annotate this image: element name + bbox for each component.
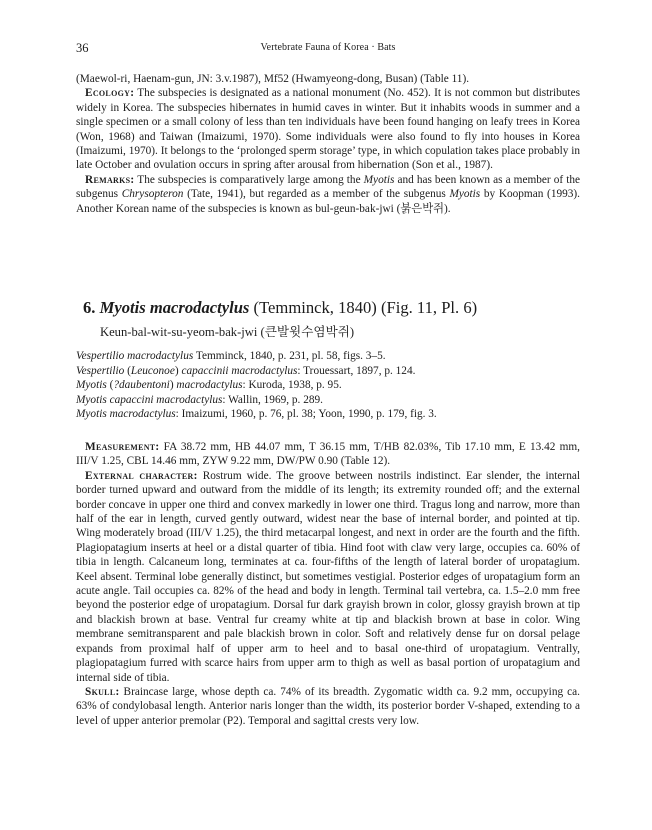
measurement-paragraph: [76, 440, 580, 469]
synonym-entry: Vespertilio macrodactylus Temminck, 1840, p. 231, pl. 58, figs. 3–5.: [76, 350, 386, 362]
description-section: [76, 440, 580, 728]
page-number: 36: [76, 41, 89, 55]
synonymy-list: [76, 349, 580, 422]
page-header: [76, 41, 580, 57]
remarks-paragraph: Remarks: The subspecies is comparatively large among the Myotis and has been known as a member of the subgenus Chrysopteron (Tate, 1941), but regarded as a member of the subgenus Myotis by Koopman (1993). Another Korean name of the subspecies is known as bul-geun-bak-jwi (붉은박쥐).: [76, 173, 580, 215]
ecology-label: Ecology:: [85, 87, 135, 100]
ecology-paragraph: [76, 86, 580, 172]
synonym-entry: Myotis (?daubentoni) macrodactylus: Kuroda, 1938, p. 95.: [76, 379, 342, 391]
ecology-text: The subspecies is designated as a national monument (No. 452). It is not common but distributes widely in Korea. The subspecies hibernates in humid caves in winter. But it inhabits woods in summer and a single specimen or a small colony of less than ten individuals have been found hanging on leafy trees in Korea (Won, 1968) and Taiwan (Imaizumi, 1970). Some individuals were also found to fly into houses in Korea (Imaizumi, 1970). It belongs to the ‘prolonged sperm storage’ type, in which copulation takes place probably in late October and ovulation occurs in spring after arousal from hibernation (Son et al., 1987).: [76, 87, 580, 172]
skull-paragraph: [76, 685, 580, 728]
top-section: [76, 72, 580, 216]
measurement-text: FA 38.72 mm, HB 44.07 mm, T 36.15 mm, T/HB 82.03%, Tib 17.10 mm, E 13.42 mm, III/V 1.25, CBL 14.46 mm, ZYW 9.22 mm, DW/PW 0.90 (Table 12).: [76, 441, 580, 468]
synonym-entry: Myotis capaccini macrodactylus: Wallin, 1969, p. 289.: [76, 393, 323, 406]
external-character-paragraph: [76, 469, 580, 685]
species-number: 6.: [83, 298, 100, 317]
skull-label: Skull:: [85, 685, 120, 698]
skull-text: Braincase large, whose depth ca. 74% of its breadth. Zygomatic width ca. 9.2 mm, occupying ca. 63% of condylobasal length. Anterior naris longer than the width, its posterior border V-shaped, extending to a level of upper anterior premolar (P2). Temporal and sagittal crests very low.: [76, 685, 580, 727]
remarks-label: Remarks:: [85, 173, 135, 186]
species-scientific-name: Myotis macrodactylus: [99, 298, 250, 317]
measurement-label: Measurement:: [85, 441, 160, 453]
synonym-entry: Vespertilio (Leuconoe) capaccinii macrodactylus: Trouessart, 1897, p. 124.: [76, 364, 416, 377]
species-korean-name: Keun-bal-wit-su-yeom-bak-jwi (큰발윗수염박쥐): [100, 325, 355, 339]
external-character-text: Rostrum wide. The groove between nostrils indistinct. Ear slender, the internal border turned upward and outward from the middle of its length; its extremity rounded off; and the external border concave in upper one third and convex markedly in lower one third. Tragus long and narrow, more than half of the ear in length, curved gently outward, widest near the base of internal border, and pointed at tip. Wing moderately broad (III/V 1.25), the third metacarpal longest, and next in order are the fourth and the fifth. Plagiopatagium inserts at heel or a distal quarter of tibia. Hind foot with claw very large, occupies ca. 60% of tibia in length. Calcaneum long, terminates at ca. four-fifths of the length of lateral border of uropatagium. Keel absent. Terminal lobe generally distinct, but sometimes vestigial. Posterior edges of uropatagium form an acute angle. Tail occupies ca. 82% of the head and body in length. Terminal tail vertebra, ca. 1.5–2.0 mm free beyond the posterior edge of uropatagium. Dorsal fur dark grayish brown in color, glossy grayish brown at tip and blackish brown at base. Ventral fur creamy white at tip and blackish brown at base in color. Wing membrane semitransparent and pale blackish brown in color. Soft and relatively dense fur on dorsal pelage expands from proximal half of upper arm to heel and to basal one-third of uropatagium. Ventrally, plagiopatagium furred with scarce hairs from upper arm to thigh as well as basal portion of uropatagium and internal side of tibia.: [76, 469, 580, 684]
running-head: Vertebrate Fauna of Korea · Bats: [260, 42, 396, 53]
species-authority: (Temminck, 1840) (Fig. 11, Pl. 6): [249, 298, 478, 317]
intro-paragraph: (Maewol-ri, Haenam-gun, JN: 3.v.1987), Mf52 (Hwamyeong-dong, Busan) (Table 11).: [76, 73, 470, 85]
external-character-label: External character:: [85, 469, 198, 482]
synonym-entry: Myotis macrodactylus: Imaizumi, 1960, p. 76, pl. 38; Yoon, 1990, p. 179, fig. 3.: [76, 408, 437, 420]
species-heading: [83, 298, 583, 318]
